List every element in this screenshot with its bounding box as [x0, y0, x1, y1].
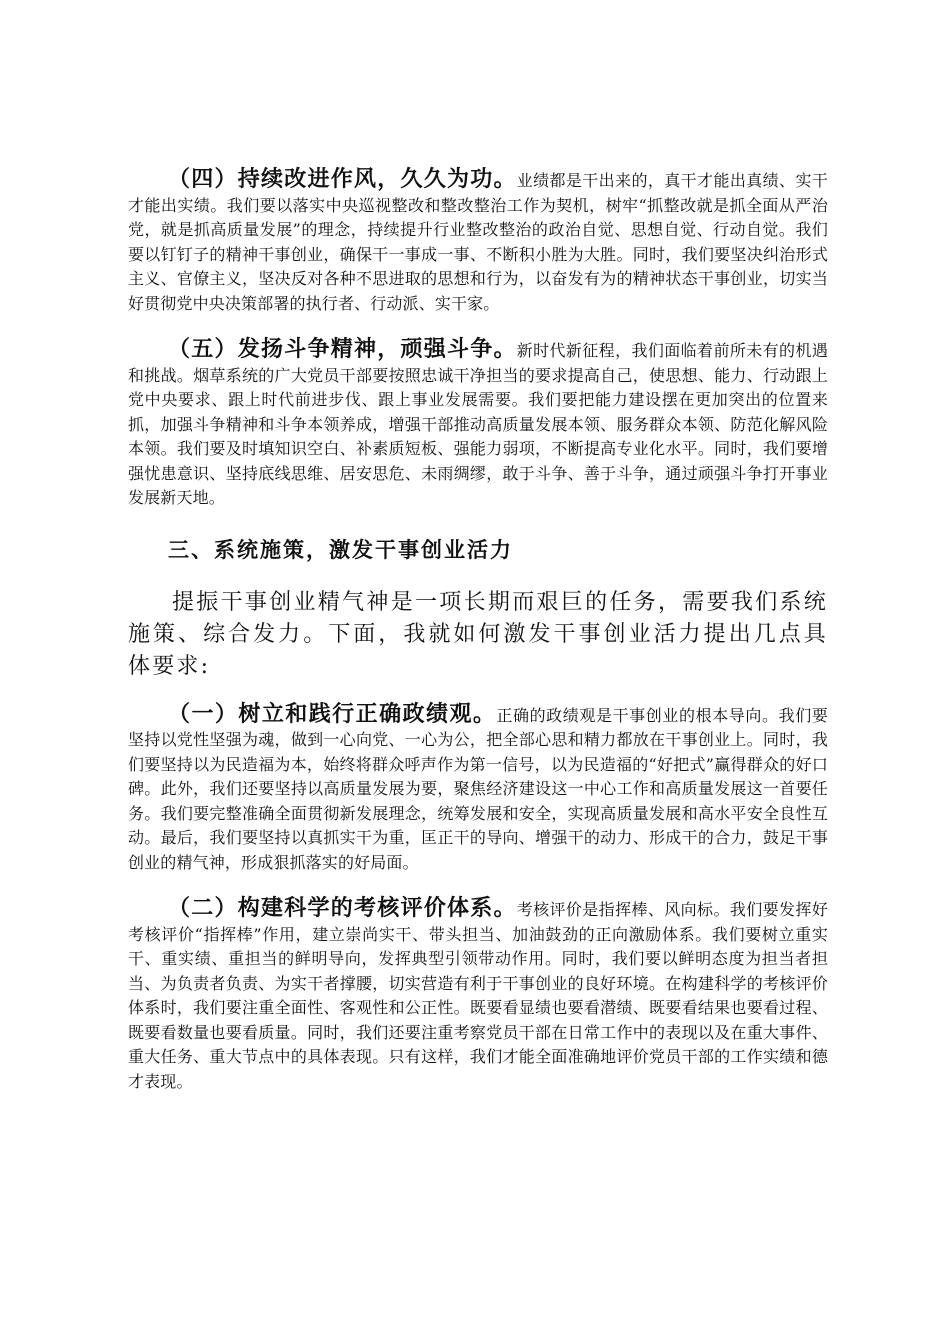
paragraph-4	[128, 168, 828, 316]
paragraph-1-heading: （一）树立和践行正确政绩观。	[168, 701, 497, 727]
section-3-intro: 提振干事创业精气神是一项长期而艰巨的任务，需要我们系统施策、综合发力。下面，我就如何激发干事创业活力提出几点具体要求:	[128, 589, 828, 679]
document-page	[128, 168, 828, 1094]
paragraph-4-body: 业绩都是干出来的，真干才能出真绩、实干才能出实绩。我们要以落实中央巡视整改和整改整治工作为契机，树牢“抓整改就是抓全面从严治党，就是抓高质量发展”的理念，持续提升行业整改整治的政治自觉、思想自觉、行动自觉。我们要以钉钉子的精神干事创业，确保干一事成一事、不断积小胜为大胜。同时，我们要坚决纠治形式主义、官僚主义，坚决反对各种不思进取的思想和行为，以奋发有为的精神状态干事创业，切实当好贯彻党中央决策部署的执行者、行动派、实干家。	[128, 171, 828, 313]
paragraph-5	[128, 338, 828, 511]
paragraph-2-heading: （二）构建科学的考核评价体系。	[168, 896, 517, 921]
paragraph-5-heading: （五）发扬斗争精神，顽强斗争。	[168, 337, 517, 362]
paragraph-1-body: 正确的政绩观是干事创业的根本导向。我们要坚持以党性坚强为魂，做到一心向党、一心为公，把全部心思和精力都放在干事创业上。同时，我们要坚持以为民造福为本，始终将群众呼声作为第一信号，以为民造福的“好把式”赢得群众的好口碑。此外，我们还要坚持以高质量发展为要，聚焦经济建设这一中心工作和高质量发展这一首要任务。我们要完整准确全面贯彻新发展理念，统筹发展和安全，实现高质量发展和高水平安全良性互动。最后，我们要坚持以真抓实干为重，匡正干的导向、增强干的动力、形成干的合力，鼓足干事创业的精气神，形成狠抓落实的好局面。	[128, 705, 828, 872]
paragraph-1	[128, 703, 828, 876]
paragraph-5-body: 新时代新征程，我们面临着前所未有的机遇和挑战。烟草系统的广大党员干部要按照忠诚干净担当的要求提高自己，使思想、能力、行动跟上党中央要求、跟上时代前进步伐、跟上事业发展需要。我们要把能力建设摆在更加突出的位置来抓，加强斗争精神和斗争本领养成，增强干部推动高质量发展本领、服务群众本领、防范化解风险本领。我们要及时填知识空白、补素质短板、强能力弱项，不断提高专业化水平。同时，我们要增强忧患意识、坚持底线思维、居安思危、未雨绸缪，敢于斗争、善于斗争，通过顽强斗争打开事业发展新天地。	[128, 341, 828, 507]
section-3-heading: 三、系统施策，激发干事创业活力	[168, 537, 513, 562]
paragraph-4-heading: （四）持续改进作风，久久为功。	[168, 167, 517, 192]
paragraph-2-body: 考核评价是指挥棒、风向标。我们要发挥好考核评价“指挥棒”作用，建立崇尚实干、带头担当、加油鼓劲的正向激励体系。我们要树立重实干、重实绩、重担当的鲜明导向，发挥典型引领带动作用。同时，我们要以鲜明态度为担当者担当、为负责者负责、为实干者撑腰，切实营造有利于干事创业的良好环境。在构建科学的考核评价体系时，我们要注重全面性、客观性和公正性。既要看显绩也要看潜绩、既要看结果也要看过程、既要看数量也要看质量。同时，我们还要注重考察党员干部在日常工作中的表现以及在重大事件、重大任务、重大节点中的具体表现。只有这样，我们才能全面准确地评价党员干部的工作实绩和德才表现。	[128, 900, 828, 1091]
paragraph-2	[128, 897, 828, 1094]
